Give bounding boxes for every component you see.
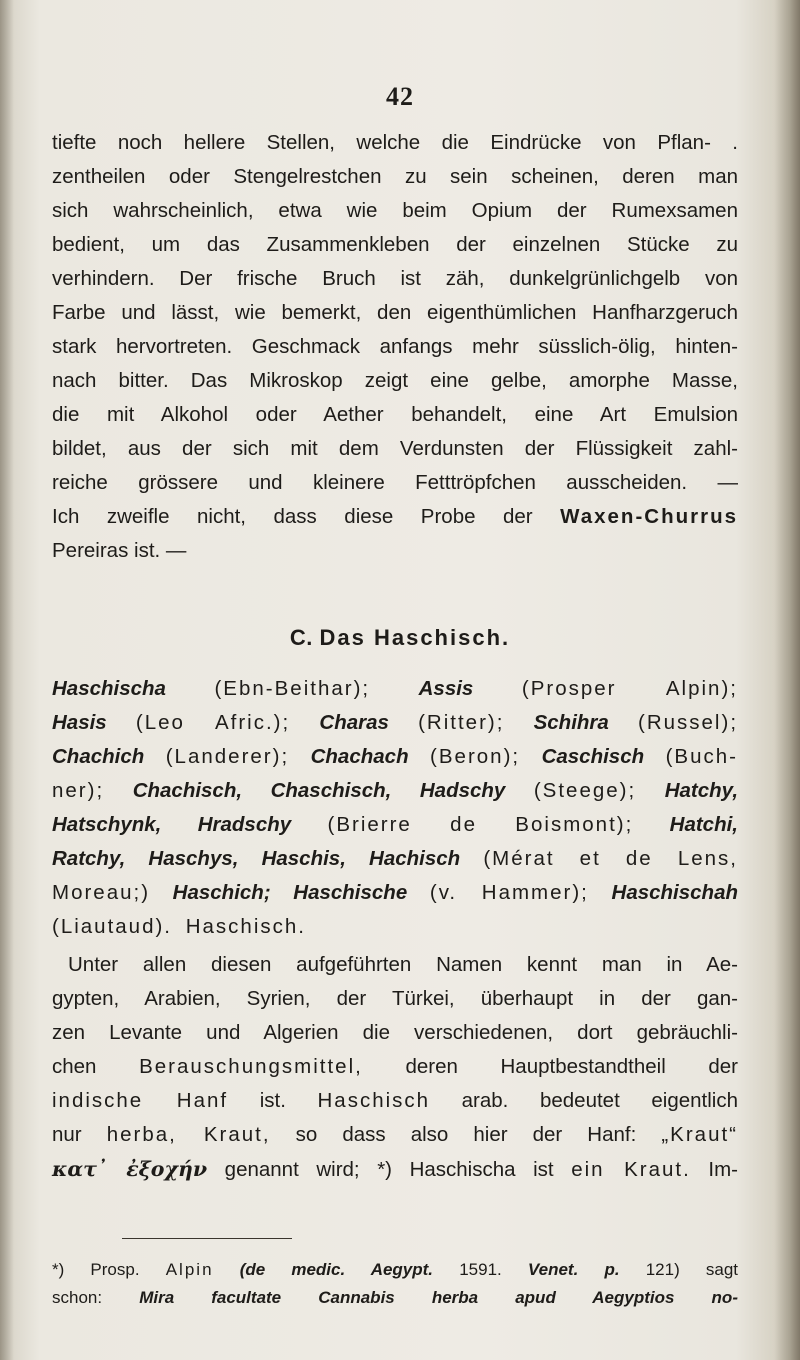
name-term: Charas xyxy=(319,711,389,734)
text-line xyxy=(52,1088,738,1114)
text-line: verhindern. Der frische Bruch ist zäh, dunkelgrünlichgelb von xyxy=(52,267,738,290)
spaced-term: Berauschungsmittel, xyxy=(139,1055,363,1078)
name-term: Assis xyxy=(418,677,474,700)
name-term: Haschich; Haschische xyxy=(172,881,408,904)
name-term: Schihra xyxy=(533,711,609,734)
name-term: Chachisch, Chaschisch, Hadschy xyxy=(132,779,506,802)
footnote-marker: *) Prosp. xyxy=(52,1260,140,1279)
names-line xyxy=(52,710,738,736)
text-line: Pereiras ist. — xyxy=(52,539,187,562)
name-source: (Liautaud). xyxy=(52,915,173,938)
page-left-shadow xyxy=(0,0,14,1360)
text-line xyxy=(52,504,738,530)
name-source: (Prosper Alpin); xyxy=(521,677,738,700)
spaced-term: herba, Kraut, xyxy=(106,1123,271,1146)
name-term: Haschischah xyxy=(611,881,738,904)
name-source: (Russel); xyxy=(638,711,739,734)
text-line: bildet, aus der sich mit dem Verdunsten der Flüssigkeit zahl- xyxy=(52,437,738,460)
text-span: genannt wird; *) Haschischa ist xyxy=(224,1158,554,1181)
text-line xyxy=(52,1156,738,1182)
text-line: bedient, um das Zusammenkleben der einzelnen Stücke zu xyxy=(52,233,738,256)
text-span: Ich zweifle nicht, dass diese Probe der xyxy=(52,505,533,528)
name-source: Moreau;) xyxy=(52,881,151,904)
text-line: nach bitter. Das Mikroskop zeigt eine gelbe, amorphe Masse, xyxy=(52,369,738,392)
footnote-rule xyxy=(122,1238,292,1239)
page-right-shadow xyxy=(774,0,800,1360)
footnote-line xyxy=(52,1286,738,1310)
name-source: ner); xyxy=(52,779,105,802)
name-term: Ratchy, Haschys, Haschis, Hachisch xyxy=(52,847,461,870)
text-line: zen Levante und Algerien die verschiedenen, dort gebräuchli- xyxy=(52,1021,738,1044)
footnote-place: Venet. xyxy=(527,1260,579,1279)
page-number: 42 xyxy=(386,82,414,111)
text-line: sich wahrscheinlich, etwa wie beim Opium der Rumexsamen xyxy=(52,199,738,222)
name-term: Hatschynk, Hradschy xyxy=(52,813,292,836)
name-source: (Leo Afric.); xyxy=(135,711,291,734)
text-line xyxy=(52,1122,738,1148)
names-line xyxy=(52,778,738,804)
name-source: (Brierre de Boismont); xyxy=(327,813,634,836)
names-line xyxy=(52,880,738,906)
footnote-quote: Mira facultate Cannabis herba apud Aegyptios no- xyxy=(139,1288,738,1307)
name-source: (Buch- xyxy=(665,745,738,768)
name-term: Haschischa xyxy=(52,677,166,700)
text-line: stark hervortreten. Geschmack anfangs mehr süsslich-ölig, hinten- xyxy=(52,335,738,358)
section-heading xyxy=(0,625,800,651)
name-source: (Steege); xyxy=(533,779,637,802)
spaced-term: indische Hanf xyxy=(52,1089,229,1112)
text-span: nur xyxy=(52,1123,82,1146)
name-term: Hasis xyxy=(52,711,107,734)
footnote-author: Alpin xyxy=(165,1260,214,1279)
text-span: so dass also hier der Hanf: xyxy=(295,1123,637,1146)
spaced-term: Haschisch xyxy=(317,1089,431,1112)
text-span: chen xyxy=(52,1055,97,1078)
name-term: Chachich xyxy=(52,745,145,768)
footnote-year: 1591. xyxy=(459,1260,502,1279)
name-source: (Landerer); xyxy=(165,745,290,768)
name-source: (v. Hammer); xyxy=(429,881,589,904)
greek-phrase: κατ᾽ ἐξοχήν xyxy=(52,1157,208,1181)
text-line: Unter allen diesen aufgeführten Namen kennt man in Ae- xyxy=(68,953,738,976)
text-span: deren Hauptbestandtheil der xyxy=(405,1055,739,1078)
names-line xyxy=(52,744,738,770)
names-line xyxy=(52,812,738,838)
footnote-text: 121) sagt xyxy=(645,1260,739,1279)
footnote-text: schon: xyxy=(52,1288,103,1307)
text-line xyxy=(52,1054,738,1080)
text-line: gypten, Arabien, Syrien, der Türkei, überhaupt in der gan- xyxy=(52,987,738,1010)
names-line xyxy=(52,846,738,872)
footnote-line xyxy=(52,1258,738,1282)
name-term: Chachach xyxy=(310,745,409,768)
name-term: Hatchy, xyxy=(664,779,739,802)
spaced-term: „Kraut“ xyxy=(661,1123,738,1146)
name-source: (Ebn-Beithar); xyxy=(214,677,371,700)
text-span: Im- xyxy=(708,1158,738,1181)
name-source: (Beron); xyxy=(430,745,521,768)
name-term: Haschisch. xyxy=(185,915,306,938)
text-line: reiche grössere und kleinere Fetttröpfchen ausscheiden. — xyxy=(52,471,738,494)
text-span: arab. bedeutet eigentlich xyxy=(461,1089,738,1112)
name-source: (Mérat et de Lens, xyxy=(483,847,738,870)
spaced-term: ein Kraut. xyxy=(571,1158,691,1181)
names-line xyxy=(52,676,738,702)
text-line: die mit Alkohol oder Aether behandelt, eine Art Emulsion xyxy=(52,403,738,426)
footnote-page-label: p. xyxy=(604,1260,620,1279)
text-line: Farbe und lässt, wie bemerkt, den eigenthümlichen Hanfharzgeruch xyxy=(52,301,738,324)
name-term: Hatchi, xyxy=(669,813,738,836)
names-line xyxy=(52,914,738,940)
section-title: Das Haschisch. xyxy=(319,625,511,650)
name-source: (Ritter); xyxy=(418,711,505,734)
text-line: tiefte noch hellere Stellen, welche die Eindrücke von Pflan- . xyxy=(52,131,738,154)
footnote-title: (de medic. Aegypt. xyxy=(239,1260,434,1279)
section-prefix: C. xyxy=(289,625,313,650)
spaced-term: Waxen-Churrus xyxy=(560,505,738,528)
text-line: zentheilen oder Stengelrestchen zu sein scheinen, deren man xyxy=(52,165,738,188)
name-term: Caschisch xyxy=(541,745,645,768)
text-span: ist. xyxy=(259,1089,286,1112)
